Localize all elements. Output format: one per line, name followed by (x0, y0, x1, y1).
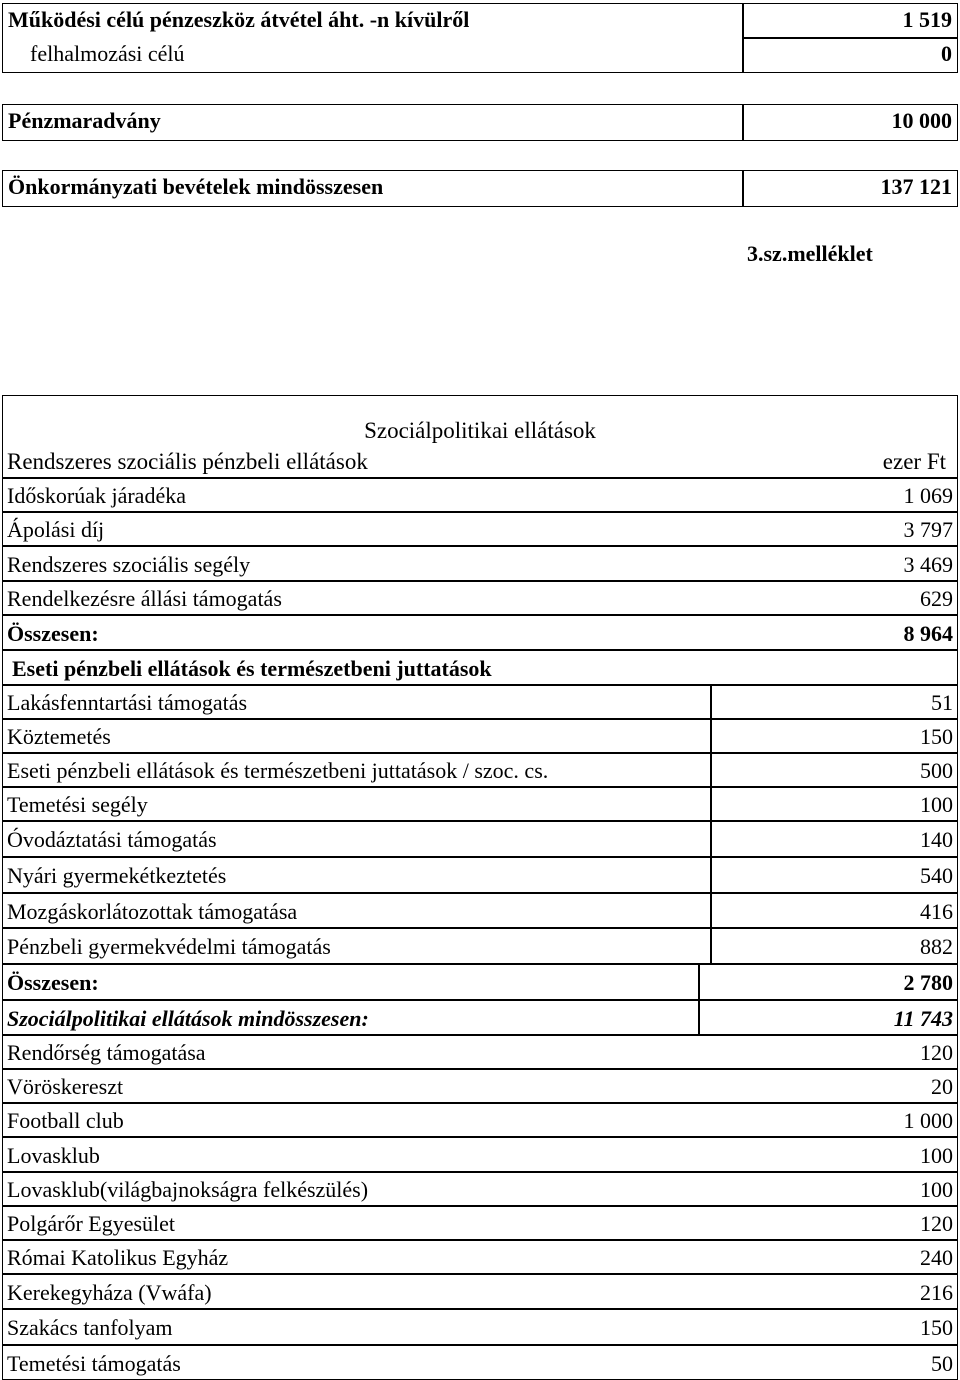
row-divider (2, 1205, 958, 1207)
row-label: Temetési segély (7, 792, 148, 817)
unit-label: ezer Ft (882, 449, 946, 474)
table-row (0, 649, 960, 684)
row-label: Szakács tanfolyam (7, 1315, 173, 1340)
row-divider (2, 820, 958, 822)
row-value: 150 (920, 724, 953, 749)
row-divider (2, 718, 958, 720)
row-divider (2, 1344, 958, 1346)
revenue-value: 137 121 (880, 174, 952, 199)
row-label: Összesen: (7, 970, 99, 995)
row-divider (2, 927, 958, 929)
row-divider (2, 649, 958, 651)
row-label: Időskorúak járadéka (7, 483, 186, 508)
row-value: 1 000 (903, 1108, 953, 1133)
table-row (0, 786, 960, 820)
row-value: 140 (920, 827, 953, 852)
row-label: Rendszeres szociális segély (7, 552, 251, 577)
row-label: Football club (7, 1108, 124, 1133)
row-label: Szociálpolitikai ellátások mindösszesen: (7, 1006, 369, 1031)
column-divider (710, 856, 712, 892)
row-divider (2, 786, 958, 788)
row-divider (2, 892, 958, 894)
row-label: Temetési támogatás (7, 1351, 181, 1376)
row-label: Római Katolikus Egyház (7, 1245, 229, 1270)
table-row (0, 820, 960, 856)
row-divider (2, 545, 958, 547)
revenue-label: Működési célú pénzeszköz átvétel áht. -n kívülről (8, 7, 470, 32)
table-row (0, 718, 960, 752)
row-label: Kerekegyháza (Vwáfa) (7, 1280, 212, 1305)
table-row (0, 511, 960, 545)
table-row (0, 1068, 960, 1102)
row-label: Lovasklub (7, 1143, 100, 1168)
row-value: 882 (920, 934, 953, 959)
column-divider (742, 104, 744, 141)
column-divider (698, 999, 700, 1034)
row-divider (2, 1273, 958, 1275)
row-label: Polgárőr Egyesület (7, 1211, 176, 1236)
row-label: Pénzbeli gyermekvédelmi támogatás (7, 934, 331, 959)
row-value: 3 797 (903, 517, 953, 542)
column-divider (710, 718, 712, 752)
revenue-value: 10 000 (891, 108, 952, 133)
row-value: 120 (920, 1040, 953, 1065)
column-divider (710, 684, 712, 718)
row-value: 216 (920, 1280, 953, 1305)
table-row (0, 856, 960, 892)
annex-label: 3.sz.melléklet (747, 241, 873, 266)
row-divider (2, 963, 958, 965)
column-divider (710, 927, 712, 963)
table-row (0, 684, 960, 718)
row-label: Összesen: (7, 621, 99, 646)
table-row (0, 1102, 960, 1136)
row-divider (2, 1102, 958, 1104)
row-value: 240 (920, 1245, 953, 1270)
row-label: Eseti pénzbeli ellátások és természetbeni juttatások (12, 656, 492, 681)
row-divider (2, 477, 958, 479)
row-value: 2 780 (903, 970, 953, 995)
row-value: 100 (920, 1177, 953, 1202)
revenue-label: Önkormányzati bevételek mindösszesen (8, 174, 384, 199)
row-divider (2, 511, 958, 513)
table-row (0, 1239, 960, 1273)
revenue-label: Pénzmaradvány (8, 108, 161, 133)
row-label: Nyári gyermekétkeztetés (7, 863, 227, 888)
row-value: 629 (920, 586, 953, 611)
column-divider (710, 820, 712, 856)
row-label: Óvodáztatási támogatás (7, 827, 217, 852)
section-title: Szociálpolitikai ellátások (364, 418, 596, 443)
revenue-value: 0 (941, 41, 952, 66)
row-value: 416 (920, 899, 953, 924)
row-value: 51 (931, 690, 953, 715)
row-divider (2, 1136, 958, 1138)
row-divider (2, 1171, 958, 1173)
row-value: 540 (920, 863, 953, 888)
row-divider (2, 580, 958, 582)
row-label: Vöröskereszt (7, 1074, 124, 1099)
revenue-label: felhalmozási célú (30, 41, 185, 66)
table-row (0, 999, 960, 1034)
row-divider (2, 999, 958, 1001)
row-value: 120 (920, 1211, 953, 1236)
row-divider (2, 614, 958, 616)
table-row (0, 1034, 960, 1068)
row-value: 3 469 (903, 552, 953, 577)
row-divider (2, 856, 958, 858)
table-row (0, 614, 960, 649)
table-row (0, 580, 960, 614)
row-label: Lakásfenntartási támogatás (7, 690, 248, 715)
table-row (0, 892, 960, 927)
table-row (0, 927, 960, 963)
row-value: 11 743 (893, 1006, 953, 1031)
row-label: Eseti pénzbeli ellátások és természetbeni juttatások / szoc. cs. (7, 758, 549, 783)
table-row (0, 545, 960, 580)
table-row (0, 963, 960, 999)
row-divider (2, 1239, 958, 1241)
row-divider (2, 752, 958, 754)
column-divider (698, 963, 700, 999)
revenue-value: 1 519 (902, 7, 952, 32)
table-row (0, 1308, 960, 1344)
table-row (0, 1205, 960, 1239)
column-divider (710, 786, 712, 820)
table-row (0, 1344, 960, 1380)
table-row (0, 1273, 960, 1308)
row-value: 50 (931, 1351, 953, 1376)
row-value: 8 964 (903, 621, 953, 646)
row-label: Mozgáskorlátozottak támogatása (7, 899, 298, 924)
row-value: 500 (920, 758, 953, 783)
row-divider (2, 684, 958, 686)
table-row (0, 1171, 960, 1205)
row-divider (2, 1308, 958, 1310)
column-divider (710, 752, 712, 786)
column-divider (742, 170, 744, 207)
row-label: Rendelkezésre állási támogatás (7, 586, 282, 611)
row-value: 100 (920, 1143, 953, 1168)
row-divider (2, 1068, 958, 1070)
column-divider (710, 892, 712, 927)
row-divider (2, 1034, 958, 1036)
row-divider (742, 37, 958, 39)
row-label: Köztemetés (7, 724, 111, 749)
row-value: 150 (920, 1315, 953, 1340)
row-value: 1 069 (903, 483, 953, 508)
subsection-title: Rendszeres szociális pénzbeli ellátások (7, 449, 368, 474)
row-value: 20 (931, 1074, 953, 1099)
table-row (0, 1136, 960, 1171)
table-row (0, 477, 960, 511)
row-label: Ápolási díj (7, 517, 105, 542)
row-label: Lovasklub(világbajnokságra felkészülés) (7, 1177, 369, 1202)
row-label: Rendőrség támogatása (7, 1040, 206, 1065)
row-value: 100 (920, 792, 953, 817)
table-row (0, 752, 960, 786)
